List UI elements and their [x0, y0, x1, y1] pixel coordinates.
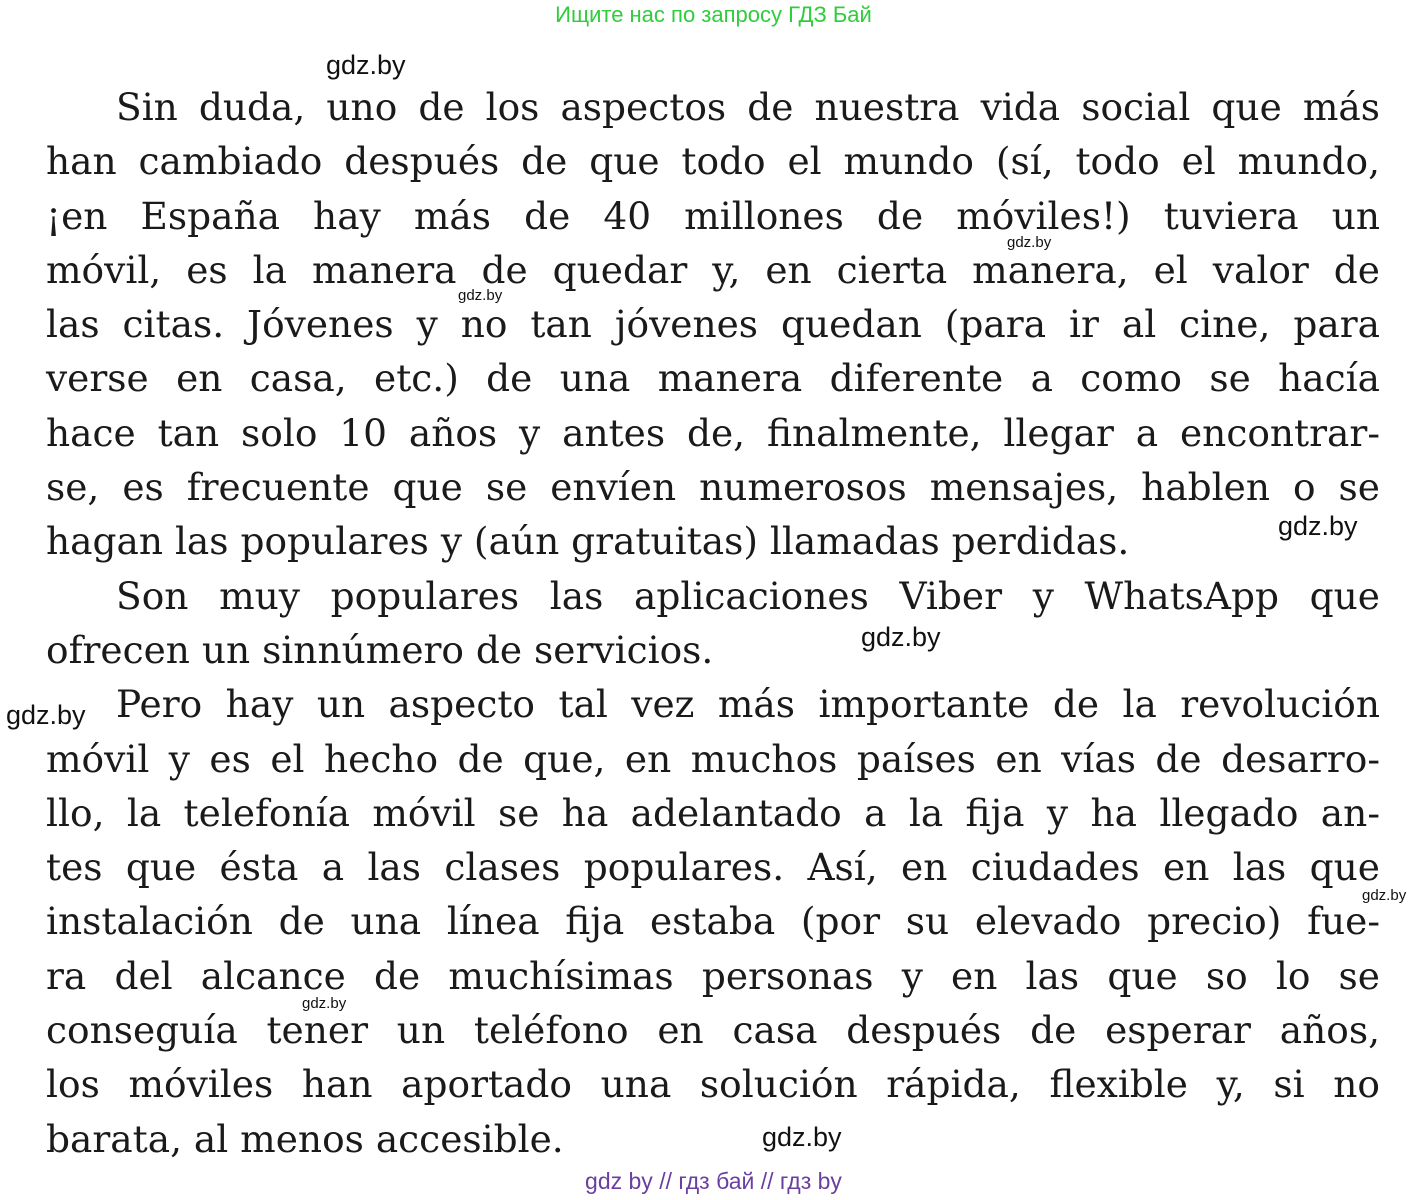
text-line: barata, al menos accesible.	[46, 1116, 564, 1161]
text-line: móvil y es el hecho de que, en muchos países en vías de desarro-	[46, 736, 1380, 781]
text-line: verse en casa, etc.) de una manera diferente a como se hacía	[46, 356, 1380, 401]
text-line: móvil, es la manera de quedar y, en cierta manera, el valor de	[46, 247, 1380, 292]
text-line: Pero hay un aspecto tal vez más importante de la revolución	[116, 682, 1380, 727]
text-line: ofrecen un sinnúmero de servicios.	[46, 627, 714, 672]
article-text	[46, 80, 1380, 1166]
text-line: tes que ésta a las clases populares. Así, en ciudades en las que	[46, 845, 1380, 890]
watermark: gdz.by	[6, 700, 86, 730]
top-banner: Ищите нас по запросу ГДЗ Бай	[555, 2, 872, 27]
text-line: hagan las populares y (aún gratuitas) llamadas perdidas.	[46, 519, 1130, 564]
footer-links[interactable]: gdz by // гдз бай // гдз by	[585, 1168, 842, 1194]
watermark: gdz.by	[302, 995, 347, 1012]
text-line: han cambiado después de que todo el mundo (sí, todo el mundo,	[46, 139, 1380, 184]
text-line: ra del alcance de muchísimas personas y en las que so lo se	[46, 953, 1380, 998]
text-line: Sin duda, uno de los aspectos de nuestra vida social que más	[116, 85, 1380, 129]
text-line: instalación de una línea fija estaba (por su elevado precio) fue-	[46, 899, 1380, 944]
text-line: hace tan solo 10 años y antes de, finalmente, llegar a encontrar-	[46, 410, 1380, 455]
watermark: gdz.by	[458, 287, 503, 304]
watermark: gdz.by	[1007, 234, 1052, 251]
watermark: gdz.by	[861, 622, 941, 652]
text-line: conseguía tener un teléfono en casa después de esperar años,	[46, 1008, 1380, 1053]
watermark: gdz.by	[762, 1122, 842, 1152]
text-line: llo, la telefonía móvil se ha adelantado a la fija y ha llegado an-	[46, 790, 1380, 835]
text-line: los móviles han aportado una solución rápida, flexible y, si no	[46, 1062, 1380, 1107]
text-line: Son muy populares las aplicaciones Viber y WhatsApp que	[116, 573, 1380, 618]
text-line: ¡en España hay más de 40 millones de móviles!) tuviera un	[46, 193, 1380, 238]
text-line: las citas. Jóvenes y no tan jóvenes quedan (para ir al cine, para	[46, 302, 1380, 347]
watermark: gdz.by	[326, 50, 406, 80]
watermark: gdz.by	[1278, 511, 1358, 541]
watermark: gdz.by	[1362, 887, 1407, 904]
text-line: se, es frecuente que se envíen numerosos mensajes, hablen o se	[46, 465, 1380, 510]
